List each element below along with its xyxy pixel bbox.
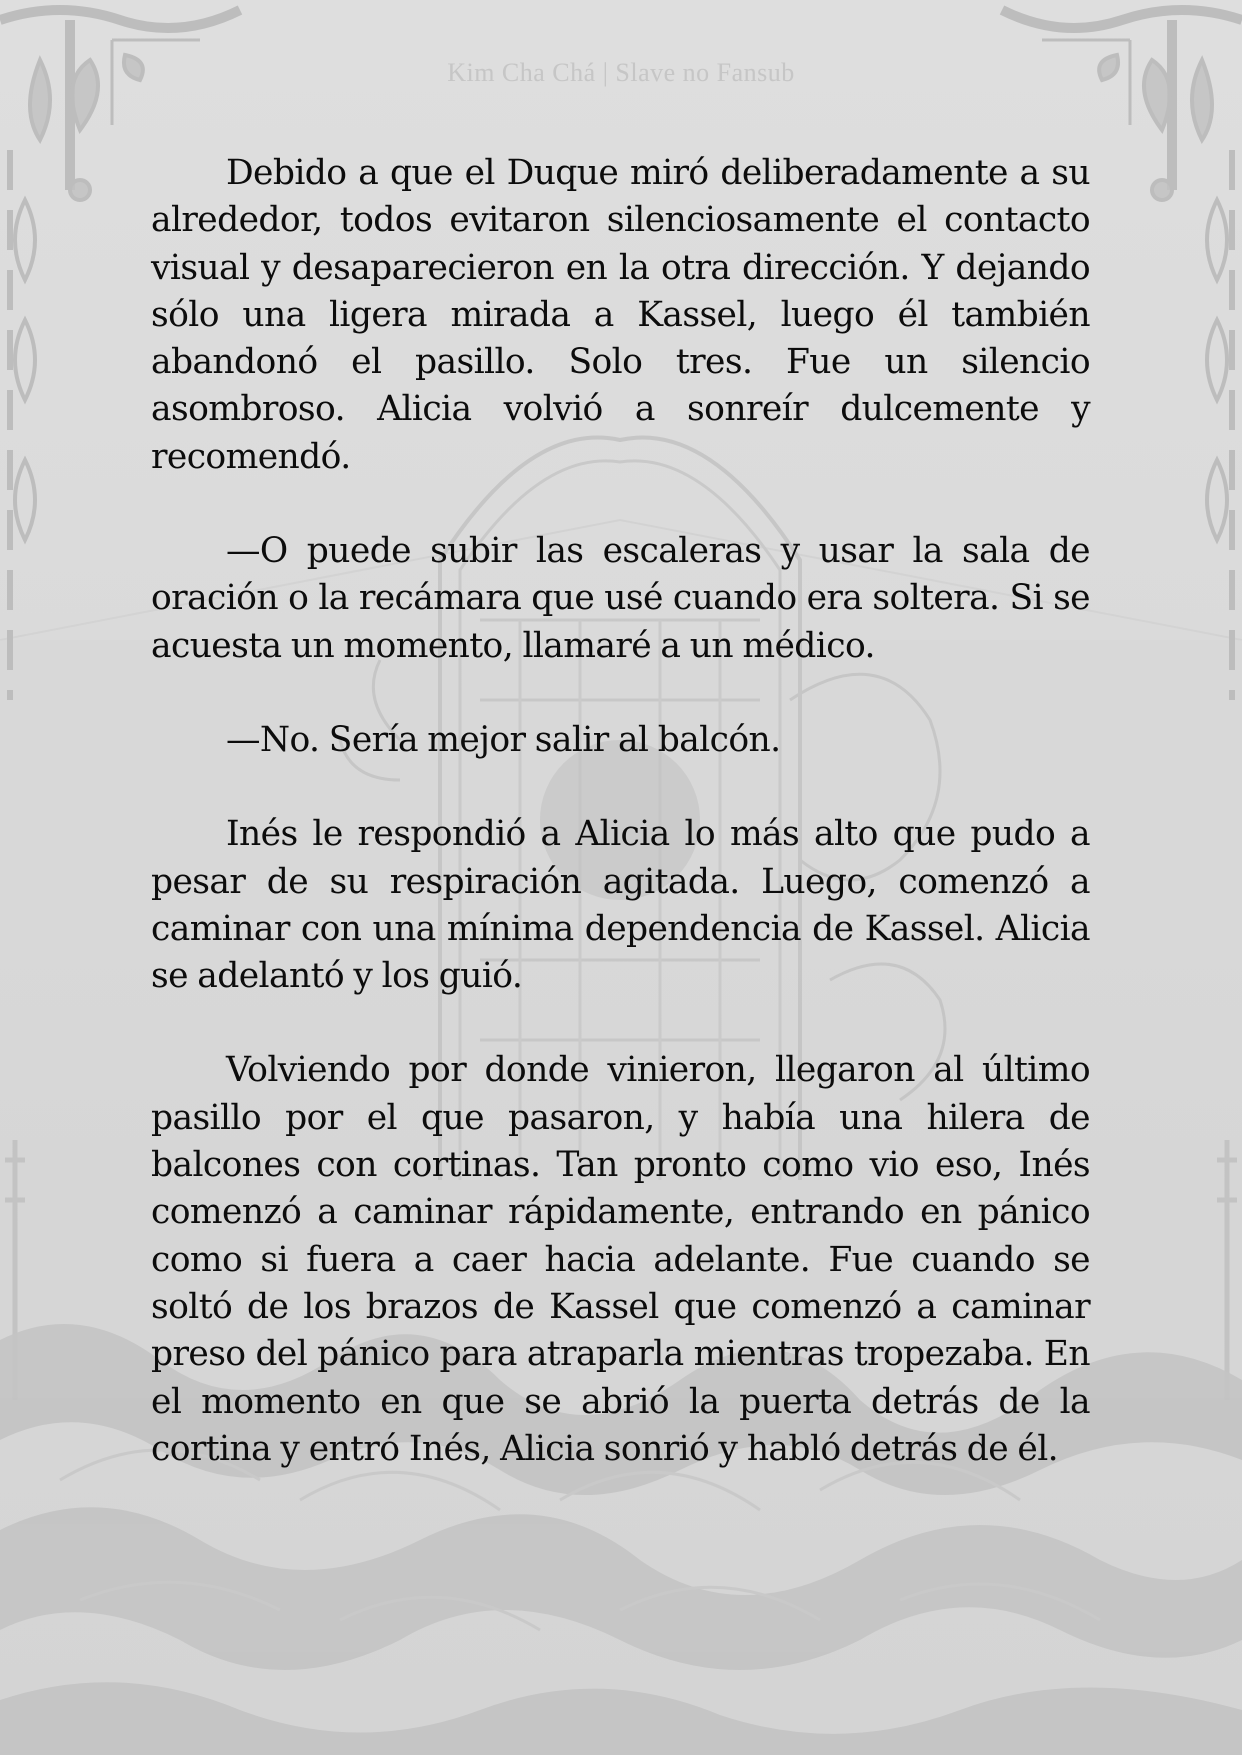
paragraph: Debido a que el Duque miró deliberadamente a su alrededor, todos evitaron silenciosamente el contacto visual y desaparecieron en la otra dirección. Y dejando sólo una ligera mirada a Kassel, luego él también abandonó el pasillo. Solo tres. Fue un silencio asombroso. Alicia volvió a sonreír dulcemente y recomendó. xyxy=(151,153,1090,477)
paragraph: Volviendo por donde vinieron, llegaron al último pasillo por el que pasaron, y había una hilera de balcones con cortinas. Tan pronto como vio eso, Inés comenzó a caminar rápidamente, entrando en pánico como si fuera a caer hacia adelante. Fue cuando se soltó de los brazos de Kassel que comenzó a caminar preso del pánico para atraparla mientras tropezaba. En el momento en que se abrió la puerta detrás de la cortina y entró Inés, Alicia sonrió y habló detrás de él. xyxy=(151,1050,1090,1469)
watermark-header: Kim Cha Chá | Slave no Fansub xyxy=(447,58,795,87)
document-body xyxy=(151,150,1090,1473)
paragraph: —No. Sería mejor salir al balcón. xyxy=(226,719,781,760)
paragraph: Inés le respondió a Alicia lo más alto que pudo a pesar de su respiración agitada. Luego, comenzó a caminar con una mínima dependencia de Kassel. Alicia se adelantó y los guió. xyxy=(151,814,1090,997)
paragraph: —O puede subir las escaleras y usar la sala de oración o la recámara que usé cuando era soltera. Si se acuesta un momento, llamaré a un médico. xyxy=(151,531,1090,666)
